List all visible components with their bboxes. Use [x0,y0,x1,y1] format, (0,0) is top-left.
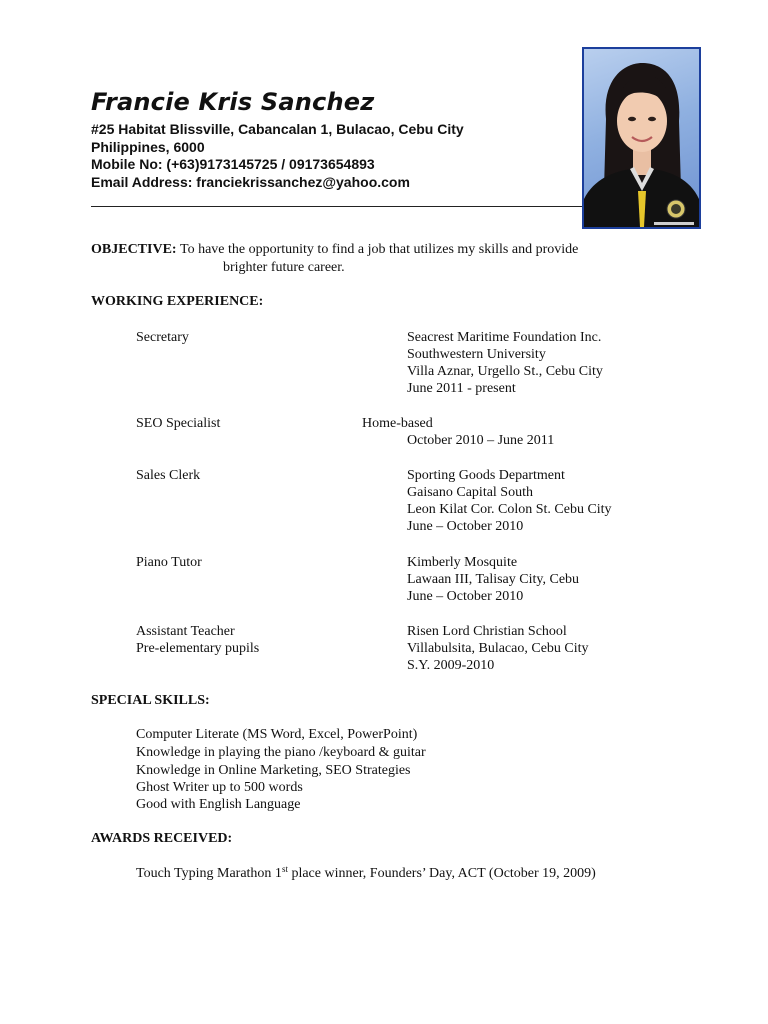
job-title: Assistant Teacher [136,624,235,639]
award-text-prefix: Touch Typing Marathon 1 [136,866,282,881]
job-title: SEO Specialist [136,416,221,431]
objective-line-2: brighter future career. [223,260,345,275]
skill-item: Knowledge in playing the piano /keyboard & guitar [136,745,426,760]
job-detail: Risen Lord Christian School [407,624,567,639]
job-title: Secretary [136,330,189,345]
skill-item: Knowledge in Online Marketing, SEO Strategies [136,763,411,778]
objective-label: OBJECTIVE: [91,242,177,257]
objective-line-1: To have the opportunity to find a job that utilizes my skills and provide [180,242,579,257]
award-text-suffix: place winner, Founders’ Day, ACT (October 19, 2009) [287,866,596,881]
mobile-number: Mobile No: (+63)9173145725 / 09173654893 [91,156,375,172]
address-line-1: #25 Habitat Blissville, Cabancalan 1, Bulacao, Cebu City [91,121,464,137]
job-detail: S.Y. 2009-2010 [407,658,495,673]
job-detail: June – October 2010 [407,519,524,534]
skill-item: Computer Literate (MS Word, Excel, PowerPoint) [136,727,418,742]
job-detail: October 2010 – June 2011 [407,433,555,448]
job-title: Piano Tutor [136,555,202,570]
job-detail: June – October 2010 [407,589,524,604]
job-detail: Home-based [362,416,433,431]
job-detail: Seacrest Maritime Foundation Inc. [407,330,602,345]
job-detail: Sporting Goods Department [407,468,565,483]
header-divider [91,206,582,207]
job-detail: June 2011 - present [407,381,516,396]
address-line-2: Philippines, 6000 [91,138,205,155]
skills-heading: SPECIAL SKILLS: [91,693,210,708]
applicant-photo [582,47,701,229]
job-subtitle: Pre-elementary pupils [136,641,260,656]
job-detail: Southwestern University [407,347,546,362]
email-address: Email Address: franciekrissanchez@yahoo.com [91,173,410,190]
applicant-name: Francie Kris Sanchez [91,88,375,116]
award-item [136,865,596,882]
skill-item: Good with English Language [136,797,301,812]
job-detail: Gaisano Capital South [407,485,533,500]
contact-block [91,121,464,191]
award-ordinal-suffix: st [281,864,288,874]
skill-item: Ghost Writer up to 500 words [136,780,303,795]
experience-heading: WORKING EXPERIENCE: [91,294,264,309]
job-title: Sales Clerk [136,468,201,483]
job-detail: Leon Kilat Cor. Colon St. Cebu City [407,502,612,517]
job-detail: Lawaan III, Talisay City, Cebu [407,572,580,587]
job-detail: Kimberly Mosquite [407,555,518,570]
job-detail: Villabulsita, Bulacao, Cebu City [407,641,589,656]
job-detail: Villa Aznar, Urgello St., Cebu City [407,364,603,379]
awards-heading: AWARDS RECEIVED: [91,831,233,846]
